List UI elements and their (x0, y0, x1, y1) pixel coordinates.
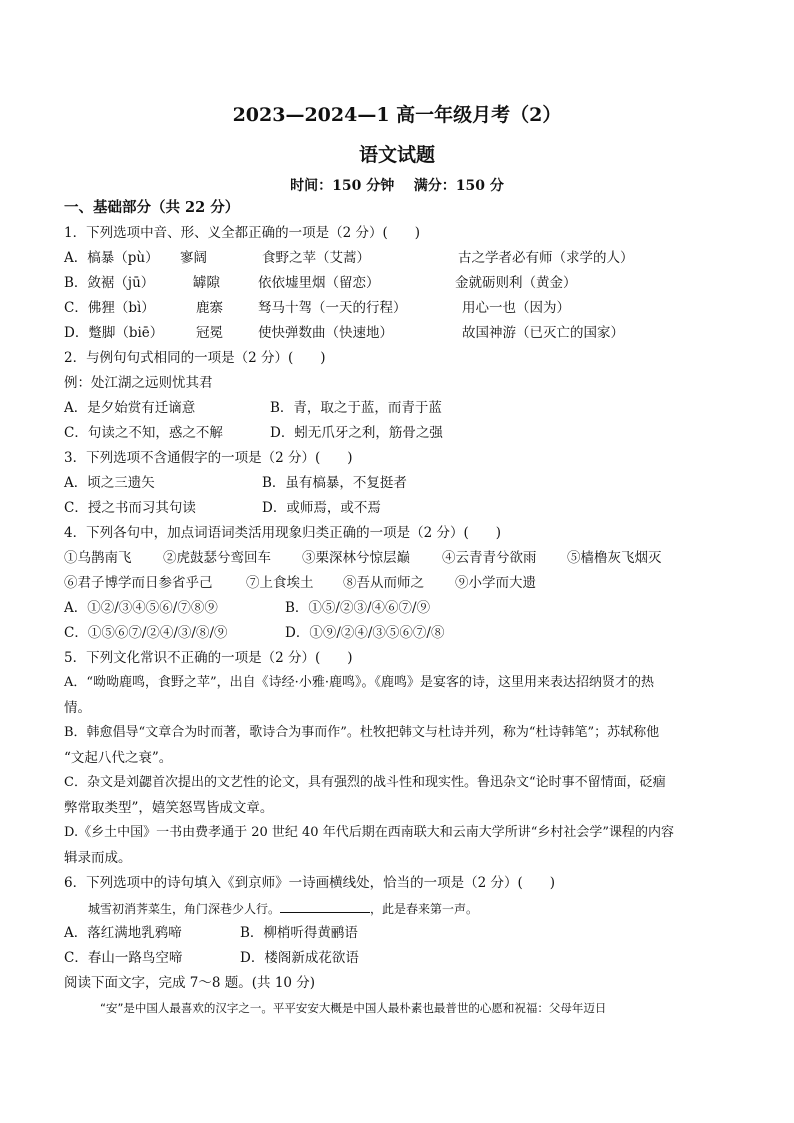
q6-option-d: D．楼阁新成花欲语 (240, 950, 359, 966)
q5-option-c-cont: 弊常取类型”，嬉笑怒骂皆成文章。 (64, 800, 274, 816)
q1-option-b-3: 依依墟里烟（留恋） (258, 275, 380, 291)
q5-option-c: C．杂文是刘勰首次提出的文艺性的论文，具有强烈的战斗性和现实性。鲁迅杂文“论时事不留情面，砭痼 (64, 775, 666, 790)
q5-option-a-cont: 情。 (64, 700, 91, 716)
q6-poem-blank (280, 900, 370, 913)
q1-option-d-4: 故国神游（已灭亡的国家） (462, 325, 624, 341)
q4-item: ⑦上食埃土 (246, 575, 314, 591)
q6-poem-before: 城雪初消荠菜生，角门深巷少人行。 (88, 902, 281, 916)
question-3-stem: 3．下列选项不含通假字的一项是（2 分）( ) (64, 450, 353, 466)
q4-item: ②虎鼓瑟兮鸾回车 (163, 550, 271, 566)
question-1-stem: 1．下列选项中音、形、义全都正确的一项是（2 分）( ) (64, 225, 421, 241)
q4-item: ①乌鹊南飞 (64, 550, 132, 566)
q3-option-b: B．虽有槁暴，不复挺者 (262, 475, 407, 491)
q1-option-b-1: B．敛裾（jū） (64, 275, 155, 291)
q1-option-a-3: 食野之苹（艾蒿） (262, 250, 370, 266)
q4-option-c: C．①⑤⑥⑦/②④/③/⑧/⑨ (64, 625, 228, 641)
question-2-example: 例：处江湖之远则忧其君 (64, 375, 213, 391)
q2-option-a: A．是夕始赏有迁谪意 (64, 400, 196, 416)
q1-option-d-1: D．蹩脚（biē） (64, 325, 164, 341)
q2-option-c: C．句读之不知，惑之不解 (64, 425, 223, 441)
q1-option-d-3: 使快弹数曲（快速地） (258, 325, 393, 341)
q1-option-d-2: 冠冕 (196, 325, 223, 341)
q3-option-a: A．顷之三遗矢 (64, 475, 155, 491)
q4-option-a: A．①②/③④⑤⑥/⑦⑧⑨ (64, 600, 218, 616)
q5-option-b-cont: “文起八代之衰”。 (64, 750, 173, 766)
reading-intro: 阅读下面文字，完成 7～8 题。(共 10 分) (64, 975, 316, 991)
q4-item: ④云青青兮欲雨 (442, 550, 537, 566)
q1-option-b-2: 罅隙 (193, 275, 220, 291)
q1-option-a-1: A．槁暴（pù） (64, 250, 159, 266)
q3-option-c: C．授之书而习其句读 (64, 500, 196, 516)
q3-option-d: D．或师焉，或不焉 (262, 500, 381, 516)
q4-item: ⑧吾从而师之 (343, 575, 424, 591)
question-4-stem: 4．下列各句中，加点词语词类活用现象归类正确的一项是（2 分）( ) (64, 525, 502, 541)
q1-option-c-3: 驽马十驾（一天的行程） (258, 300, 407, 316)
q4-option-b: B．①⑤/②③/④⑥⑦/⑨ (285, 600, 431, 616)
q2-option-b: B．青，取之于蓝，而青于蓝 (270, 400, 442, 416)
q4-item: ⑤樯橹灰飞烟灭 (567, 550, 662, 566)
q1-option-c-1: C．佛狸（bì） (64, 300, 155, 316)
exam-info: 时间：150 分钟 满分：150 分 (290, 178, 504, 194)
q6-option-a: A．落红满地乳鸦啼 (64, 925, 182, 941)
q6-poem-after: ，此是春来第一声。 (370, 902, 479, 916)
q6-option-b: B．柳梢听得黄鹂语 (240, 925, 358, 941)
question-2-stem: 2．与例句句式相同的一项是（2 分）( ) (64, 350, 326, 366)
q5-option-d: D.《乡土中国》一书由费孝通于 20 世纪 40 年代后期在西南联大和云南大学所讲“乡村社会学”课程的内容 (64, 825, 674, 840)
question-5-stem: 5．下列文化常识不正确的一项是（2 分）( ) (64, 650, 353, 666)
q4-item: ⑨小学而大遗 (455, 575, 536, 591)
reading-paragraph: “安”是中国人最喜欢的汉字之一。平平安安大概是中国人最朴素也最普世的心愿和祝福：父母年迈日 (100, 1001, 607, 1015)
q1-option-c-2: 鹿寨 (196, 300, 223, 316)
q1-option-c-4: 用心一也（因为） (462, 300, 570, 316)
exam-title: 2023—2024—1 高一年级月考（2） (232, 104, 562, 126)
q5-option-d-cont: 辑录而成。 (64, 850, 132, 866)
q6-option-c: C．春山一路鸟空啼 (64, 950, 183, 966)
q1-option-a-4: 古之学者必有师（求学的人） (458, 250, 634, 266)
q1-option-b-4: 金就砺则利（黄金） (455, 275, 577, 291)
q4-item: ⑥君子博学而日参省乎己 (64, 575, 213, 591)
q4-option-d: D．①⑨/②④/③⑤⑥⑦/⑧ (285, 625, 445, 641)
section-heading: 一、基础部分（共 22 分） (64, 199, 240, 216)
q2-option-d: D．蚓无爪牙之利，筋骨之强 (270, 425, 443, 441)
question-6-stem: 6．下列选项中的诗句填入《到京师》一诗画横线处，恰当的一项是（2 分）( ) (64, 875, 556, 891)
q5-option-b: B．韩愈倡导“文章合为时而著，歌诗合为事而作”。杜牧把韩文与杜诗并列，称为“杜诗韩笔”；苏轼称他 (64, 725, 660, 740)
q1-option-a-2: 寥阔 (180, 250, 207, 266)
q6-poem-line (88, 900, 478, 917)
q5-option-a: A．“呦呦鹿鸣，食野之苹”，出自《诗经·小雅·鹿鸣》。《鹿鸣》是宴客的诗，这里用来表达招纳贤才的热 (64, 675, 654, 690)
q4-item: ③栗深林兮惊层巅 (302, 550, 410, 566)
exam-subject: 语文试题 (358, 144, 435, 166)
